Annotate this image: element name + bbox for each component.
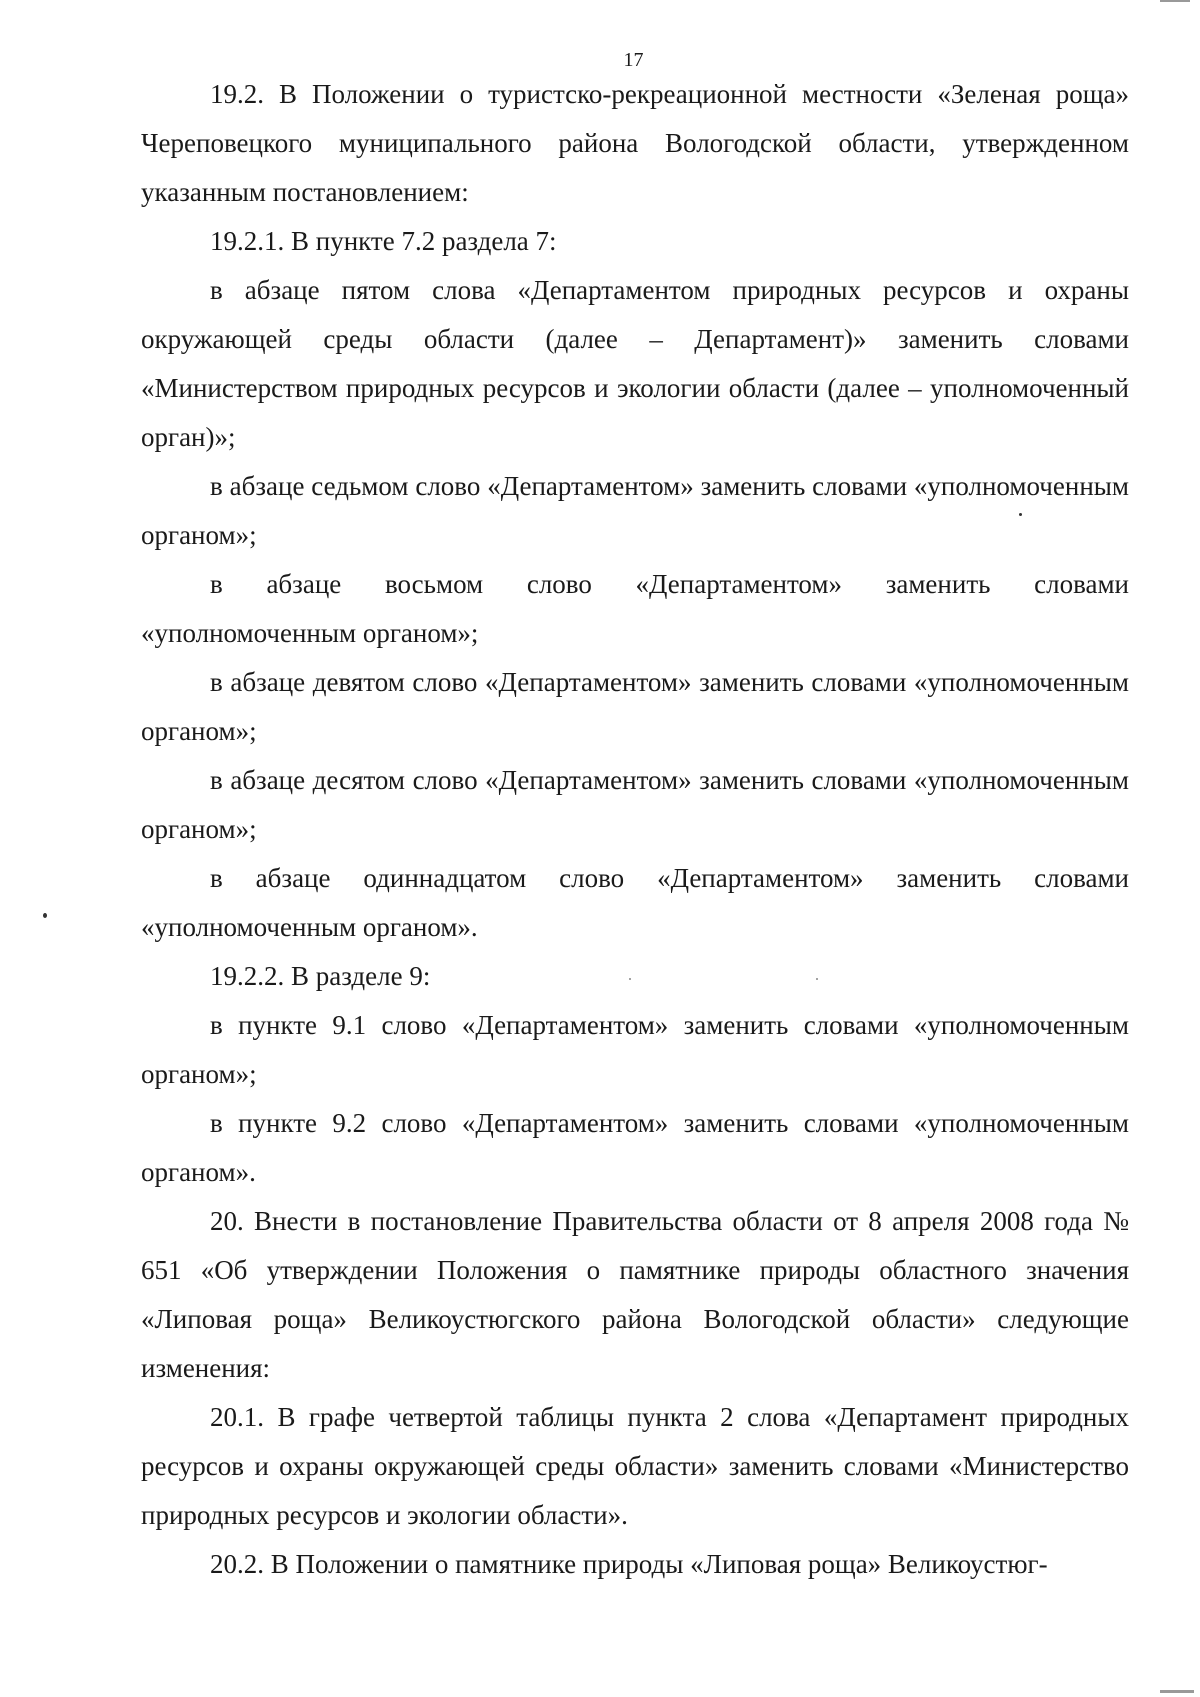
scan-dot — [43, 913, 47, 918]
paragraph-abzac-10: в абзаце десятом слово «Департаментом» заменить словами «уполномоченным органом»; — [141, 765, 1129, 844]
paragraph-19-2-2: 19.2.2. В разделе 9: — [210, 961, 431, 991]
paragraph-abzac-11: в абзаце одиннадцатом слово «Департаментом» заменить словами «уполномоченным органом». — [141, 863, 1129, 942]
paragraph-punkt-9-1: в пункте 9.1 слово «Департаментом» заменить словами «уполномоченным органом»; — [141, 1010, 1129, 1089]
scan-dot — [629, 978, 631, 980]
paragraph-abzac-5: в абзаце пятом слова «Департаментом природных ресурсов и охраны окружающей среды области (далее – Департамент)» заменить словами «Министерством природных ресурсов и экологии области (далее – уполномоченный орган)»; — [141, 275, 1129, 452]
paragraph-20-2: 20.2. В Положении о памятнике природы «Липовая роща» Великоустюг- — [210, 1549, 1048, 1579]
scan-edge-mark — [1160, 1690, 1194, 1693]
paragraph-punkt-9-2: в пункте 9.2 слово «Департаментом» заменить словами «уполномоченным органом». — [141, 1108, 1129, 1187]
paragraph-abzac-7: в абзаце седьмом слово «Департаментом» заменить словами «уполномоченным органом»; — [141, 471, 1129, 550]
paragraph-abzac-8: в абзаце восьмом слово «Департаментом» заменить словами «уполномоченным органом»; — [141, 569, 1129, 648]
paragraph-20-1: 20.1. В графе четвертой таблицы пункта 2 слова «Департамент природных ресурсов и охраны окружающей среды области» заменить словами «Министерство природных ресурсов и экологии области». — [141, 1402, 1129, 1530]
scan-edge-mark — [1160, 0, 1190, 2]
paragraph-19-2: 19.2. В Положении о туристско-рекреационной местности «Зеленая роща» Череповецкого муниципального района Вологодской области, утвержденном указанным постановлением: — [141, 79, 1129, 207]
paragraph-19-2-1: 19.2.1. В пункте 7.2 раздела 7: — [210, 226, 557, 256]
paragraph-20: 20. Внести в постановление Правительства области от 8 апреля 2008 года № 651 «Об утверждении Положения о памятнике природы областного значения «Липовая роща» Великоустюгского района Вологодской области» следующие изменения: — [141, 1206, 1129, 1383]
document-body — [141, 70, 1129, 1589]
page-number: 17 — [623, 49, 644, 71]
scan-dot — [816, 978, 818, 980]
scan-dot — [1019, 513, 1022, 516]
paragraph-abzac-9: в абзаце девятом слово «Департаментом» заменить словами «уполномоченным органом»; — [141, 667, 1129, 746]
